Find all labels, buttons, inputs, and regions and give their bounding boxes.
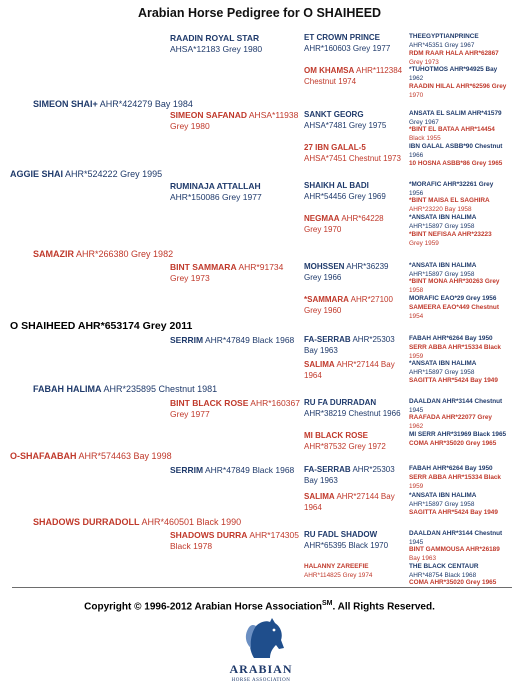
g4-horse xyxy=(304,530,388,551)
horse-info: AHR*524222 Grey 1995 xyxy=(65,169,163,179)
horse-name: SAGITTA AHR*5424 Bay 1949 xyxy=(409,509,498,516)
g3-horse xyxy=(170,465,294,476)
horse-info: AHR*27144 Bay xyxy=(336,492,395,501)
g4-horse xyxy=(304,360,395,381)
horse-info: AHR*38219 Chestnut 1966 xyxy=(304,408,401,418)
g5-horse xyxy=(409,530,502,547)
horse-name: O-SHAFAABAH xyxy=(10,451,77,461)
g4-horse xyxy=(304,465,395,486)
horse-name: SERRIM xyxy=(170,335,204,345)
horse-info: AHR*45351 Grey 1967 xyxy=(409,41,475,49)
horse-name: SERR ABBA AHR*15334 Black xyxy=(409,344,501,351)
horse-info: AHR*25303 xyxy=(352,465,395,474)
horse-name: MI BLACK ROSE xyxy=(304,431,368,440)
horse-name: RDM RAAR HALA AHR*62867 xyxy=(409,50,499,57)
g3-horse xyxy=(170,110,298,131)
g5-horse xyxy=(409,181,493,198)
logo-wordmark xyxy=(221,662,301,683)
horse-name: FABAH HALIMA xyxy=(33,384,102,394)
dam-sire xyxy=(33,384,217,395)
subject-horse: O SHAIHEED AHR*653174 Grey 2011 xyxy=(10,320,193,332)
horse-name: MORAFIC EAO*29 Grey 1956 xyxy=(409,295,497,302)
horse-info-2: Grey 1960 xyxy=(304,305,342,315)
g5-horse xyxy=(409,33,479,50)
horse-name: AGGIE SHAI xyxy=(10,169,64,179)
horse-name: COMA AHR*35020 Grey 1965 xyxy=(409,579,497,586)
g3-horse xyxy=(170,530,299,551)
g5-horse xyxy=(409,110,502,127)
g5-horse xyxy=(409,126,495,143)
horse-name: *ANSATA IBN HALIMA xyxy=(409,360,477,367)
g5-horse xyxy=(409,278,499,295)
horse-info: AHR*91734 xyxy=(238,262,284,272)
horse-name: DAALDAN AHR*3144 Chestnut xyxy=(409,398,503,405)
sire-dam xyxy=(33,249,173,260)
horse-info: AHR*65395 Black 1970 xyxy=(304,540,389,550)
horse-name: SHADOWS DURRA xyxy=(170,530,248,540)
service-mark: SM xyxy=(321,600,333,607)
horse-name: *BINT MONA AHR*30263 Grey xyxy=(409,278,500,285)
horse-name: RU FADL SHADOW xyxy=(304,530,378,539)
horse-name: BINT BLACK ROSE xyxy=(170,398,249,408)
horse-name: SALIMA xyxy=(304,360,335,369)
horse-info: 1966 xyxy=(409,151,424,159)
g4-horse xyxy=(304,295,393,316)
horse-info: AHR*112384 xyxy=(356,66,403,75)
horse-name: SIMEON SHAI+ xyxy=(33,99,98,109)
horse-info: Bay 1963 xyxy=(409,554,437,562)
g5-horse xyxy=(409,360,476,377)
g4-horse xyxy=(304,33,390,54)
horse-name: *ANSATA IBN HALIMA xyxy=(409,214,477,221)
horse-name: BINT SAMMARA xyxy=(170,262,237,272)
horse-info: AHR*25303 xyxy=(352,335,395,344)
horse-info: AHR*15897 Grey 1958 xyxy=(409,500,475,508)
g4-horse xyxy=(304,335,395,356)
horse-name: OM KHAMSA xyxy=(304,66,355,75)
horse-name: SERR ABBA AHR*15334 Black xyxy=(409,474,501,481)
horse-name: SANKT GEORG xyxy=(304,110,364,119)
horse-name: NEGMAA xyxy=(304,214,340,223)
g5-horse xyxy=(409,160,502,169)
horse-info: AHR*15897 Grey 1958 xyxy=(409,368,475,376)
g5-horse xyxy=(409,546,500,563)
horse-info: Grey 1967 xyxy=(409,118,439,126)
horse-info: AHR*235895 Chestnut 1981 xyxy=(103,384,218,394)
horse-info: AHR*150086 Grey 1977 xyxy=(170,191,262,202)
horse-name: ANSATA EL SALIM AHR*41579 xyxy=(409,110,502,117)
g5-horse xyxy=(409,563,478,580)
horse-name: RAADIN HILAL AHR*62596 Grey xyxy=(409,83,507,90)
horse-info: AHR*174305 xyxy=(249,530,299,540)
sire xyxy=(33,99,193,110)
g5-horse xyxy=(409,440,496,449)
horse-info: AHR*27100 xyxy=(350,295,393,304)
g5-horse xyxy=(409,509,498,518)
horse-name: SHADOWS DURRADOLL xyxy=(33,517,140,527)
horse-name: THE BLACK CENTAUR xyxy=(409,563,479,570)
horse-info: AHSA*7451 Chestnut 1973 xyxy=(304,153,401,163)
g4-horse xyxy=(304,262,388,283)
horse-name: RAADIN ROYAL STAR xyxy=(170,33,260,43)
g5-horse xyxy=(409,335,493,344)
horse-name: FA-SERRAB xyxy=(304,335,351,344)
horse-info: 1958 xyxy=(409,286,424,294)
horse-name: FABAH AHR*6264 Bay 1950 xyxy=(409,465,493,472)
horse-info: AHSA*7481 Grey 1975 xyxy=(304,120,387,130)
horse-info: AHR*266380 Grey 1982 xyxy=(76,249,174,259)
horse-info-2: Chestnut 1974 xyxy=(304,76,357,86)
g4-horse xyxy=(304,563,372,580)
horse-info-2: Grey 1977 xyxy=(170,408,210,419)
g5-horse xyxy=(409,414,492,431)
g3-horse xyxy=(170,398,300,419)
horse-info: AHR*27144 Bay xyxy=(336,360,395,369)
horse-name: 10 HOSNA ASBB*86 Grey 1965 xyxy=(409,160,503,167)
horse-name: HALANNY ZAREEFIE xyxy=(304,563,369,570)
horse-name: *MORAFIC AHR*32261 Grey xyxy=(409,181,494,188)
g5-horse xyxy=(409,231,492,248)
horse-info: AHR*48754 Black 1968 xyxy=(409,571,477,579)
horse-name: SIMEON SAFANAD xyxy=(170,110,247,120)
copyright-notice xyxy=(0,600,519,612)
horse-info-2: 1964 xyxy=(304,370,322,380)
horse-name: BINT GAMMOUSA AHR*26189 xyxy=(409,546,500,553)
horse-name: 27 IBN GALAL-5 xyxy=(304,143,366,152)
horse-info: AHR*114825 Grey 1974 xyxy=(304,571,373,579)
g4-horse xyxy=(304,110,386,131)
horse-info: 1954 xyxy=(409,312,424,320)
horse-info: AHR*574463 Bay 1998 xyxy=(78,451,172,461)
horse-name: MI SERR AHR*31969 Black 1965 xyxy=(409,431,507,438)
g4-horse xyxy=(304,143,401,164)
horse-info-2: Bay 1963 xyxy=(304,475,338,485)
horse-name: IBN GALAL ASBB*90 Chestnut xyxy=(409,143,503,150)
g5-horse xyxy=(409,197,490,214)
horse-info-2: Black 1978 xyxy=(170,540,213,551)
horse-name: SAMEERA EAO*449 Chestnut xyxy=(409,304,499,311)
horse-info-2: 1964 xyxy=(304,502,322,512)
g5-horse xyxy=(409,398,502,415)
logo-subtitle: HORSE ASSOCIATION xyxy=(231,678,291,683)
logo-word: ARABIAN xyxy=(229,662,293,676)
g3-horse xyxy=(170,33,262,54)
copyright-text: Copyright © 1996-2012 Arabian Horse Association xyxy=(84,601,322,613)
horse-info: AHSA*12183 Grey 1980 xyxy=(170,43,263,54)
horse-info-2: Grey 1973 xyxy=(170,272,210,283)
g5-horse xyxy=(409,344,501,361)
g5-horse xyxy=(409,377,498,386)
g5-horse xyxy=(409,295,496,304)
horse-name: *SAMMARA xyxy=(304,295,349,304)
horse-info: 1962 xyxy=(409,422,424,430)
horse-info: 1970 xyxy=(409,91,424,99)
horse-info: 1959 xyxy=(409,352,424,360)
g4-horse xyxy=(304,431,386,452)
g4-horse xyxy=(304,66,402,87)
horse-info: 1945 xyxy=(409,538,424,546)
horse-name: *ANSATA IBN HALIMA xyxy=(409,492,477,499)
g5-horse xyxy=(409,474,501,491)
horse-name: *BINT MAISA EL SAGHIRA xyxy=(409,197,490,204)
g5-horse xyxy=(409,143,502,160)
horse-name: FABAH AHR*6264 Bay 1950 xyxy=(409,335,493,342)
horse-name: *BINT NEFISAA AHR*23223 xyxy=(409,231,492,238)
g5-horse xyxy=(409,465,493,474)
horse-name: SAGITTA AHR*5424 Bay 1949 xyxy=(409,377,498,384)
horse-info: AHR*47849 Black 1968 xyxy=(204,335,295,345)
horse-info: 1959 xyxy=(409,482,424,490)
horse-info: Grey 1973 xyxy=(409,58,439,66)
horse-info-2: Bay 1963 xyxy=(304,345,338,355)
dam xyxy=(10,451,172,462)
horse-name: ET CROWN PRINCE xyxy=(304,33,380,42)
horse-info: 1962 xyxy=(409,74,424,82)
horse-info-2: Grey 1970 xyxy=(304,224,342,234)
horse-info: AHR*64228 xyxy=(341,214,384,223)
g3-horse xyxy=(170,335,294,346)
g5-horse xyxy=(409,83,506,100)
g5-horse xyxy=(409,492,476,509)
page-title: Arabian Horse Pedigree for O SHAIHEED xyxy=(137,6,382,20)
horse-name: MOHSSEN xyxy=(304,262,345,271)
horse-info: AHR*36239 xyxy=(346,262,389,271)
horse-info: AHR*54456 Grey 1969 xyxy=(304,191,386,201)
horse-name: THEEGYPTIANPRINCE xyxy=(409,33,479,40)
horse-info: AHR*160367 xyxy=(250,398,300,408)
copyright-tail: . All Rights Reserved. xyxy=(332,601,435,613)
horse-info: AHR*23220 Bay 1958 xyxy=(409,205,472,213)
g3-horse xyxy=(170,262,283,283)
g4-horse xyxy=(304,214,384,235)
horse-info: AHR*15897 Grey 1958 xyxy=(409,270,475,278)
horse-info: AHR*15897 Grey 1958 xyxy=(409,222,475,230)
g5-horse xyxy=(409,66,497,83)
horse-name: SHAIKH AL BADI xyxy=(304,181,369,190)
g4-horse xyxy=(304,398,401,419)
horse-info: AHR*460501 Black 1990 xyxy=(141,517,242,527)
horse-info: AHR*160603 Grey 1977 xyxy=(304,43,391,53)
horse-info-2: Grey 1980 xyxy=(170,120,210,131)
horse-info: AHR*87532 Grey 1972 xyxy=(304,441,386,451)
g4-horse xyxy=(304,492,395,513)
g3-horse xyxy=(170,181,262,202)
horse-name: SAMAZIR xyxy=(33,249,74,259)
horse-name: FA-SERRAB xyxy=(304,465,351,474)
g5-horse xyxy=(409,262,476,279)
g5-horse xyxy=(409,431,506,440)
horse-name: RU FA DURRADAN xyxy=(304,398,377,407)
footer-divider xyxy=(12,587,512,588)
horse-name: *ANSATA IBN HALIMA xyxy=(409,262,477,269)
g5-horse xyxy=(409,214,476,231)
horse-info-2: Grey 1966 xyxy=(304,272,342,282)
horse-info: 1945 xyxy=(409,406,424,414)
horse-name: *TUHOTMOS AHR*94925 Bay xyxy=(409,66,498,73)
horse-name: *BINT EL BATAA AHR*14454 xyxy=(409,126,495,133)
horse-name: DAALDAN AHR*3144 Chestnut xyxy=(409,530,503,537)
horse-name: COMA AHR*35020 Grey 1965 xyxy=(409,440,497,447)
dam-dam xyxy=(33,517,241,528)
horse-info: Grey 1959 xyxy=(409,239,439,247)
horse-name: SALIMA xyxy=(304,492,335,501)
g4-horse xyxy=(304,181,386,202)
horse-name: SERRIM xyxy=(170,465,204,475)
sire-sire xyxy=(10,169,162,180)
horse-info: Black 1955 xyxy=(409,134,441,142)
horse-info: AHSA*11938 xyxy=(248,110,299,120)
horse-name: RUMINAJA ATTALLAH xyxy=(170,181,261,191)
horse-info: 1956 xyxy=(409,189,424,197)
horse-info: AHR*424279 Bay 1984 xyxy=(99,99,193,109)
horse-name: RAAFADA AHR*22077 Grey xyxy=(409,414,492,421)
g5-horse xyxy=(409,50,499,67)
horse-info: AHR*47849 Black 1968 xyxy=(204,465,295,475)
g5-horse xyxy=(409,304,499,321)
